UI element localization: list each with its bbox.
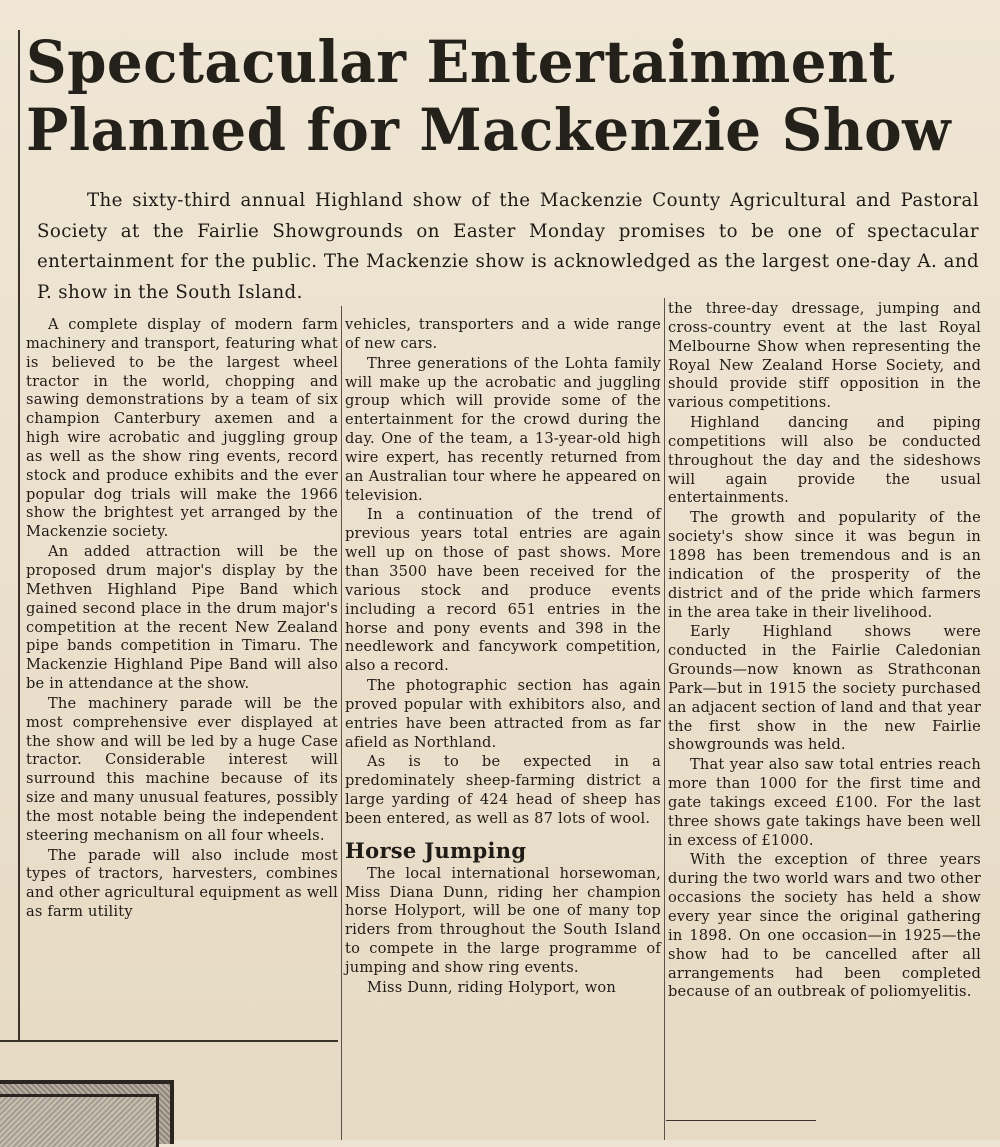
body-paragraph: An added attraction will be the proposed drum major's display by the Methven Highland Pipe Band which gained second place in the drum major's competition at the recent New Zealand pipe bands competition in Timaru. The Mackenzie Highland Pipe Band will also be in attendance at the show. — [26, 543, 338, 693]
body-paragraph: As is to be expected in a predominately sheep-farming district a large yarding of 424 head of sheep has been entered, as well as 87 lots of wool. — [345, 753, 661, 827]
body-paragraph: In a continuation of the trend of previous years total entries are again well up on those of past shows. More than 3500 have been received for the various stock and produce events including a record 651 entries in the horse and pony events and 398 in the needlework and fancywork competition, also a record. — [345, 506, 661, 675]
article-column-1 — [26, 316, 338, 923]
subheading-horse-jumping: Horse Jumping — [345, 837, 527, 863]
body-paragraph: The machinery parade will be the most comprehensive ever displayed at the show and will be led by a huge Case tractor. Considerable interest will surround this machine because of its size and many unusual features, possibly the most notable being the independent steering mechanism on all four wheels. — [26, 694, 338, 844]
article-column-3 — [668, 300, 981, 1003]
column-end-rule — [0, 1040, 338, 1042]
body-paragraph: Highland dancing and piping competitions will also be conducted throughout the day and the sideshows will again provide the usual entertainments. — [668, 414, 981, 507]
body-paragraph: Three generations of the Lohta family will make up the acrobatic and juggling group which will provide some of the entertainment for the crowd during the day. One of the team, a 13-year-old high wire expert, has recently returned from an Australian tour where he appeared on television. — [345, 354, 661, 504]
headline — [26, 28, 962, 164]
body-paragraph: The parade will also include most types of tractors, harvesters, combines and other agricultural equipment as well as farm utility — [26, 846, 338, 921]
body-paragraph: With the exception of three years during the two world wars and two other occasions the society has held a show every year since the original gathering in 1898. On one occasion—in 1925—the show had to be cancelled after all arrangements had been completed because of an outbreak of poliomyelitis. — [668, 851, 981, 1001]
article-end-rule — [666, 1120, 816, 1121]
standfirst-paragraph: The sixty-third annual Highland show of the Mackenzie County Agricultural and Pastoral Society at the Fairlie Showgrounds on Easter Monday promises to be one of spectacular entertainment for the public. The Mackenzie show is acknowledged as the largest one-day A. and P. show in the South Island. — [37, 190, 979, 303]
body-paragraph: Miss Dunn, riding Holyport, won — [367, 978, 616, 996]
body-paragraph: Early Highland shows were conducted in the Fairlie Caledonian Grounds—now known as Strathconan Park—but in 1915 the society purchased an adjacent section of land and that year the first show in the new Fairlie showgrounds was held. — [668, 623, 981, 754]
body-paragraph: The growth and popularity of the society's show since it was begun in 1898 has been tremendous and is an indication of the prosperity of the district and of the pride which farmers in the area take in their livelihood. — [668, 509, 981, 621]
headline-line-1: Spectacular Entertainment — [26, 28, 895, 96]
body-paragraph: That year also saw total entries reach more than 1000 for the first time and gate takings exceed £100. For the last three shows gate takings have been well in excess of £1000. — [668, 756, 981, 849]
adjacent-photo-edge — [0, 1080, 174, 1144]
article-column-2 — [345, 316, 661, 999]
continued-paragraph: the three-day dressage, jumping and cross-country event at the last Royal Melbourne Show when representing the Royal New Zealand Horse Society, and should provide stiff opposition in the various competitions. — [668, 300, 981, 412]
column-rule-1 — [341, 306, 342, 1140]
body-paragraph: The local international horsewoman, Miss Diana Dunn, riding her champion horse Holyport, will be one of many top riders from throughout the South Island to compete in the large programme of jumping and show ring events. — [345, 864, 661, 976]
continued-paragraph: vehicles, transporters and a wide range of new cars. — [345, 316, 661, 352]
adjacent-photo-frame — [0, 1094, 159, 1147]
body-paragraph: A complete display of modern farm machinery and transport, featuring what is believed to be the largest wheel tractor in the world, chopping and sawing demonstrations by a team of six champion Canterbury axemen and a high wire acrobatic and juggling group as well as the show ring events, record stock and produce exhibits and the ever popular dog trials will make the 1966 show the brightest yet arranged by the Mackenzie society. — [26, 316, 338, 541]
column-rule-2 — [664, 298, 665, 1140]
body-paragraph: The photographic section has again proved popular with exhibitors also, and entries have been attracted from as far afield as Northland. — [345, 677, 661, 751]
left-column-rule — [18, 30, 20, 1042]
headline-line-2: Planned for Mackenzie Show — [26, 96, 952, 164]
